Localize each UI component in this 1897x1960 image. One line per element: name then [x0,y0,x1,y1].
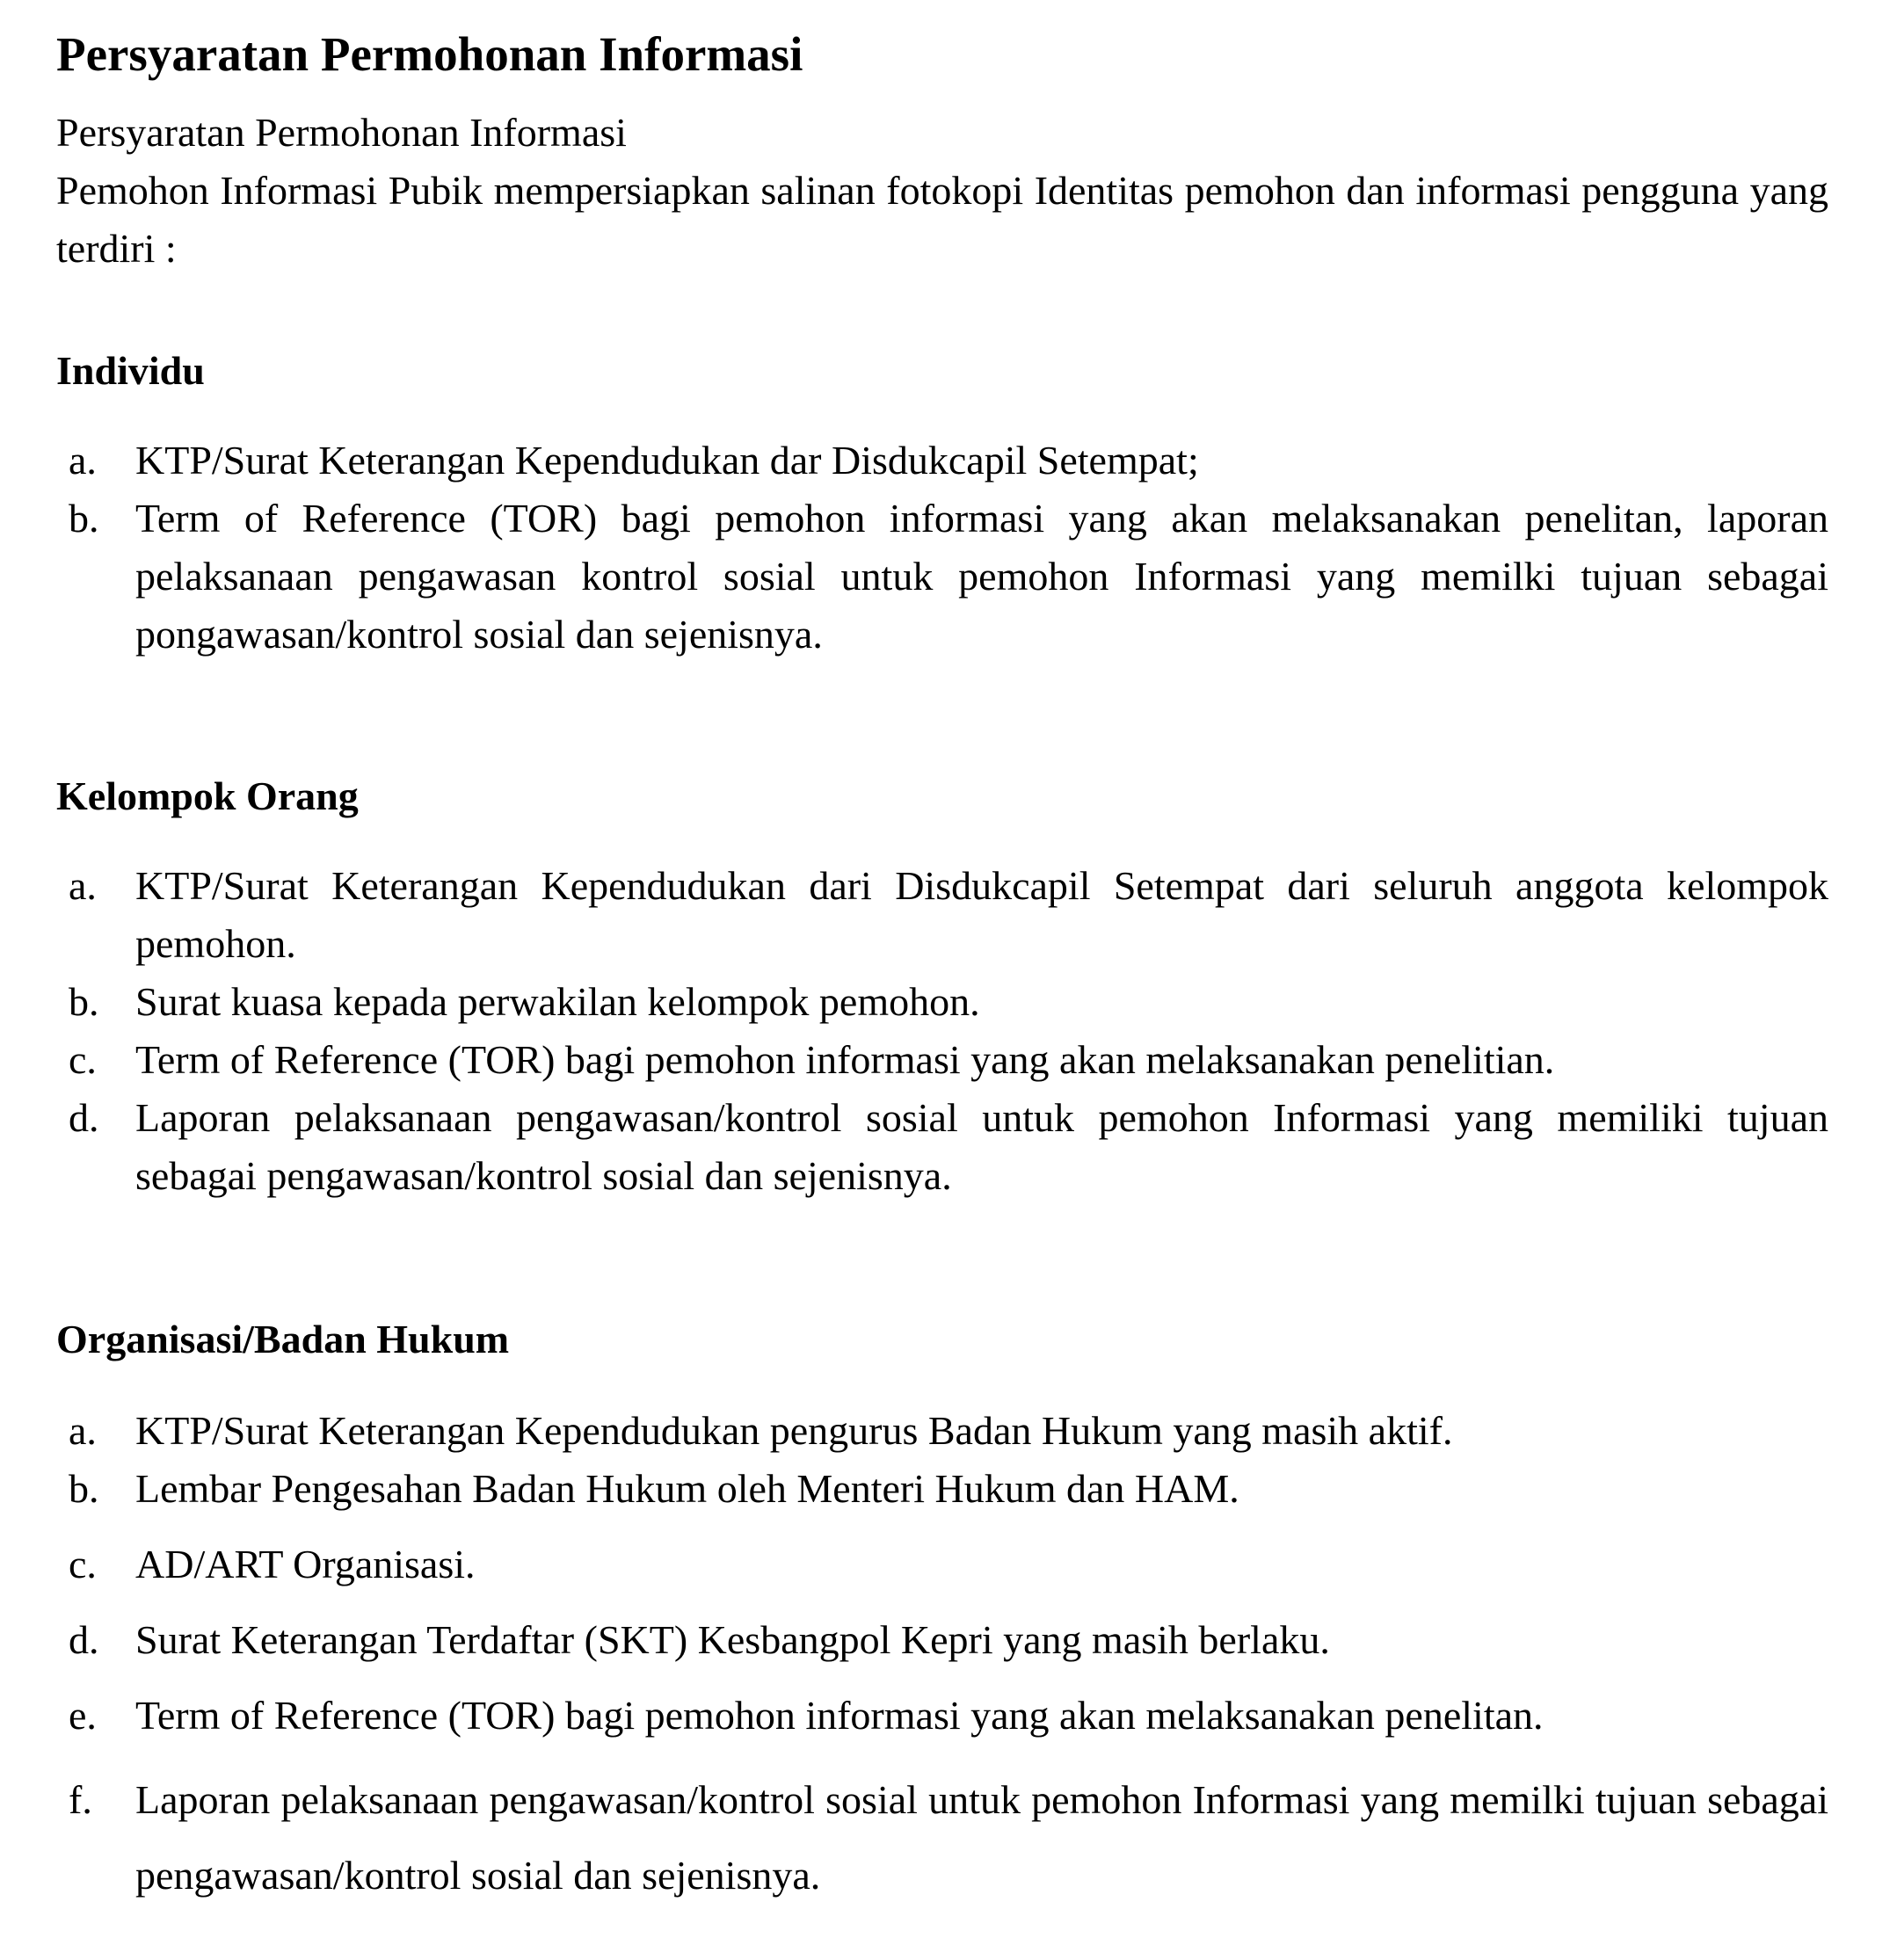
list-item-text: Laporan pelaksanaan pengawasan/kontrol sosial untuk pemohon Informasi yang memiliki tujuan sebagai pengawasan/kontrol sosial dan sejenisnya. [135,1095,1828,1198]
list-item-text: Laporan pelaksanaan pengawasan/kontrol sosial untuk pemohon Informasi yang memilki tujuan sebagai pengawasan/kontrol sosial dan sejenisnya. [135,1777,1828,1898]
list-item-text: KTP/Surat Keterangan Kependudukan pengurus Badan Hukum yang masih aktif. [135,1408,1453,1453]
list-marker: a. [69,438,97,483]
list-marker: d. [69,1095,99,1140]
intro-block [56,104,1828,278]
list-item-text: Term of Reference (TOR) bagi pemohon informasi yang akan melaksanakan penelitan, laporan pelaksanaan pengawasan kontrol sosial untuk pemohon Informasi yang memilki tujuan sebagai pongawasan/kontrol sosial dan sejenisnya. [135,496,1828,657]
document-page [56,18,1828,1913]
list-item [56,1535,1828,1593]
section-individu [56,342,1828,664]
list-marker: d. [69,1617,99,1662]
list-item [56,1611,1828,1669]
list-item [56,1402,1828,1460]
list-item [56,1762,1828,1913]
list-item [56,857,1828,973]
list-marker: b. [69,496,99,541]
list-marker: c. [69,1542,97,1586]
list-item-text: KTP/Surat Keterangan Kependudukan dar Disdukcapil Setempat; [135,438,1199,483]
list-item-text: AD/ART Organisasi. [135,1542,476,1586]
section-organisasi-badan-hukum [56,1310,1828,1913]
list-marker: a. [69,1408,97,1453]
list-marker: b. [69,979,99,1024]
section-heading: Individu [56,348,205,393]
requirements-list [56,857,1828,1205]
list-marker: c. [69,1037,97,1082]
page-title: Persyaratan Permohonan Informasi [56,27,803,81]
section-kelompok-orang [56,767,1828,1205]
list-item [56,1089,1828,1205]
section-heading: Organisasi/Badan Hukum [56,1317,510,1361]
list-item [56,432,1828,490]
intro-subtitle: Persyaratan Permohonan Informasi [56,110,627,155]
list-item-text: Lembar Pengesahan Badan Hukum oleh Menteri Hukum dan HAM. [135,1466,1239,1511]
list-item [56,1460,1828,1518]
intro-paragraph: Pemohon Informasi Pubik mempersiapkan salinan fotokopi Identitas pemohon dan informasi pengguna yang terdiri : [56,168,1828,271]
requirements-list [56,1402,1828,1913]
list-item-text: Term of Reference (TOR) bagi pemohon informasi yang akan melaksanakan penelitan. [135,1693,1544,1738]
list-marker: a. [69,863,97,908]
list-item [56,490,1828,664]
list-marker: e. [69,1693,97,1738]
list-marker: f. [69,1777,92,1822]
list-item [56,973,1828,1031]
list-item [56,1031,1828,1089]
list-item-text: Surat kuasa kepada perwakilan kelompok pemohon. [135,979,980,1024]
list-item-text: KTP/Surat Keterangan Kependudukan dari Disdukcapil Setempat dari seluruh anggota kelompok pemohon. [135,863,1828,966]
requirements-list [56,432,1828,664]
list-marker: b. [69,1466,99,1511]
list-item [56,1687,1828,1745]
section-heading: Kelompok Orang [56,773,359,818]
list-item-text: Surat Keterangan Terdaftar (SKT) Kesbangpol Kepri yang masih berlaku. [135,1617,1330,1662]
list-item-text: Term of Reference (TOR) bagi pemohon informasi yang akan melaksanakan penelitian. [135,1037,1555,1082]
